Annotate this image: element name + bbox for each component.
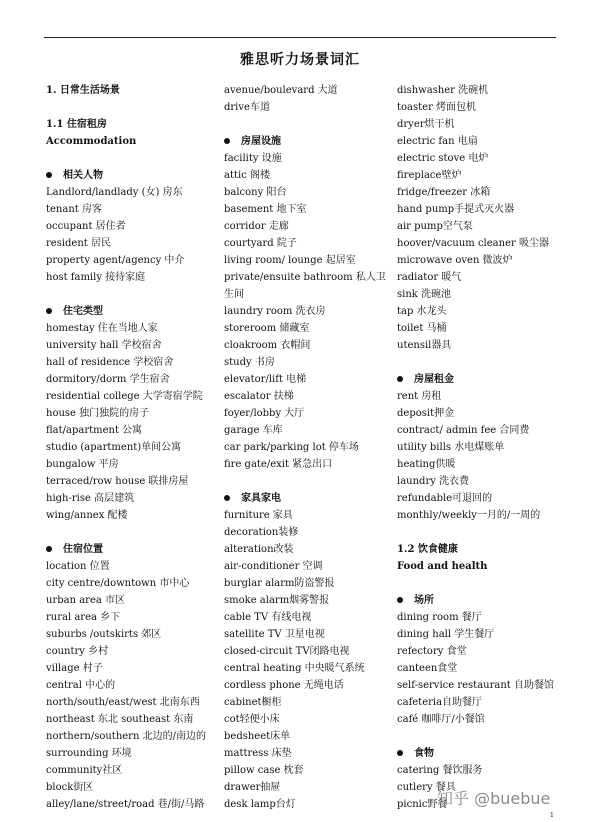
section-heading: 1.1 住宿租房: [46, 119, 107, 130]
bullet-icon: [224, 138, 230, 144]
vocab-entry: mattress 床垫: [224, 748, 292, 759]
vocab-entry: desk lamp台灯: [224, 799, 296, 810]
section-heading: 1. 日常生活场景: [46, 85, 120, 96]
subsection-label: 房屋设施: [241, 136, 281, 147]
vocab-entry: car park/parking lot 停车场: [224, 442, 359, 453]
spacer: [397, 575, 557, 592]
vocab-entry: elevator/lift 电梯: [224, 374, 307, 385]
vocab-entry: property agent/agency 中介: [46, 255, 185, 266]
subsection-heading: [46, 541, 218, 558]
vocab-entry: electric fan 电扇: [397, 136, 478, 147]
vocab-entry: Landlord/landlady (女) 房东: [46, 187, 183, 198]
vocab-entry: sink 洗碗池: [397, 289, 452, 300]
subsection-label: 食物: [414, 748, 434, 759]
column-1: [46, 82, 218, 813]
vocab-entry: community社区: [46, 765, 123, 776]
page-title: 雅思听力场景词汇: [240, 52, 360, 68]
spacer: [46, 524, 218, 541]
subsection-heading: [397, 745, 557, 762]
spacer: [46, 286, 218, 303]
column-2: [224, 82, 390, 813]
vocab-entry: university hall 学校宿舍: [46, 340, 162, 351]
vocab-entry: fridge/freezer 冰箱: [397, 187, 491, 198]
vocab-entry: avenue/boulevard 大道: [224, 85, 338, 96]
vocab-entry: cable TV 有线电视: [224, 612, 312, 623]
vocab-entry: northeast 东北 southeast 东南: [46, 714, 194, 725]
section-heading: 1.2 饮食健康: [397, 544, 458, 555]
bullet-icon: [46, 308, 52, 314]
vocab-entry: occupant 居住者: [46, 221, 126, 232]
vocab-entry: cabinet橱柜: [224, 697, 282, 708]
subsection-heading: [397, 371, 557, 388]
vocab-entry: burglar alarm防盗警报: [224, 578, 335, 589]
vocab-entry: alteration改装: [224, 544, 294, 555]
vocab-entry: courtyard 院子: [224, 238, 297, 249]
vocab-entry: surrounding 环境: [46, 748, 132, 759]
vocab-entry: rent 房租: [397, 391, 442, 402]
vocab-entry: canteen食堂: [397, 663, 458, 674]
vocab-entry: high-rise 高层建筑: [46, 493, 135, 504]
vocab-entry: fire gate/exit 紧急出口: [224, 459, 333, 470]
vocab-entry: dining hall 学生餐厅: [397, 629, 495, 640]
vocab-entry: escalator 扶梯: [224, 391, 294, 402]
vocab-entry: north/south/east/west 北南东西: [46, 697, 200, 708]
vocab-entry: homestay 住在当地人家: [46, 323, 158, 334]
vocab-entry: heating供暖: [397, 459, 456, 470]
vocab-entry: bedsheet床单: [224, 731, 291, 742]
spacer: [397, 524, 557, 541]
vocab-entry: deposit押金: [397, 408, 455, 419]
section-heading: Accommodation: [46, 136, 137, 147]
vocab-entry: cutlery 餐具: [397, 782, 456, 793]
vocab-entry: facility 设施: [224, 153, 282, 164]
vocab-entry: bungalow 平房: [46, 459, 119, 470]
vocab-entry: location 位置: [46, 561, 110, 572]
vocab-entry: host family 接待家庭: [46, 272, 146, 283]
vocab-entry: furniture 家具: [224, 510, 293, 521]
vocab-entry: refectory 食堂: [397, 646, 467, 657]
vocab-entry: wing/annex 配楼: [46, 510, 128, 521]
bullet-icon: [397, 376, 403, 382]
vocab-entry: cot轻便小床: [224, 714, 280, 725]
spacer: [397, 354, 557, 371]
vocab-entry: private/ensuite bathroom 私人卫生间: [224, 272, 386, 300]
spacer: [397, 728, 557, 745]
vocab-entry: pillow case 枕套: [224, 765, 304, 776]
vocab-entry: utensil器具: [397, 340, 452, 351]
vocab-entry: corridor 走廊: [224, 221, 289, 232]
subsection-label: 住宿位置: [63, 544, 103, 555]
vocab-entry: hand pump手提式灭火器: [397, 204, 515, 215]
vocab-entry: tap 水龙头: [397, 306, 447, 317]
subsection-label: 房屋租金: [414, 374, 454, 385]
vocab-entry: contract/ admin fee 合同费: [397, 425, 530, 436]
vocab-entry: garage 车库: [224, 425, 283, 436]
vocab-entry: alley/lane/street/road 巷/街/马路: [46, 799, 205, 810]
vocab-entry: cafeteria自助餐厅: [397, 697, 483, 708]
vocab-entry: balcony 阳台: [224, 187, 287, 198]
vocab-entry: suburbs /outskirts 郊区: [46, 629, 162, 640]
vocab-entry: hall of residence 学校宿舍: [46, 357, 174, 368]
vocab-entry: dryer烘干机: [397, 119, 455, 130]
watermark: 知乎 @buebue: [437, 789, 551, 808]
vocab-entry: catering 餐饮服务: [397, 765, 483, 776]
vocab-entry: study 书房: [224, 357, 275, 368]
vocab-entry: laundry room 洗衣房: [224, 306, 326, 317]
column-3: [397, 82, 557, 813]
vocab-entry: northern/southern 北边的/南边的: [46, 731, 206, 742]
vocab-entry: village 村子: [46, 663, 103, 674]
top-rule: [44, 37, 556, 38]
spacer: [224, 473, 390, 490]
vocab-entry: studio (apartment)单间公寓: [46, 442, 182, 453]
vocab-entry: rural area 乡下: [46, 612, 121, 623]
vocab-entry: microwave oven 微波炉: [397, 255, 513, 266]
vocab-entry: flat/apartment 公寓: [46, 425, 143, 436]
vocab-entry: drive车道: [224, 102, 270, 113]
vocab-entry: residential college 大学寄宿学院: [46, 391, 203, 402]
vocab-entry: air pump空气泵: [397, 221, 473, 232]
vocab-entry: toilet 马桶: [397, 323, 447, 334]
vocab-entry: fireplace壁炉: [397, 170, 462, 181]
vocab-entry: living room/ lounge 起居室: [224, 255, 356, 266]
subsection-heading: [224, 490, 390, 507]
vocab-entry: attic 阁楼: [224, 170, 270, 181]
vocab-entry: laundry 洗衣费: [397, 476, 470, 487]
subsection-heading: [46, 167, 218, 184]
bullet-icon: [46, 546, 52, 552]
vocab-entry: block街区: [46, 782, 94, 793]
vocab-entry: refundable可退回的: [397, 493, 493, 504]
vocab-entry: resident 居民: [46, 238, 111, 249]
bullet-icon: [224, 495, 230, 501]
subsection-label: 场所: [414, 595, 434, 606]
vocab-entry: city centre/downtown 市中心: [46, 578, 190, 589]
bullet-icon: [46, 172, 52, 178]
subsection-label: 住宅类型: [63, 306, 103, 317]
spacer: [46, 99, 218, 116]
bullet-icon: [397, 750, 403, 756]
vocab-entry: café 咖啡厅/小餐馆: [397, 714, 485, 725]
vocab-entry: cordless phone 无绳电话: [224, 680, 344, 691]
vocab-entry: radiator 暖气: [397, 272, 462, 283]
vocab-entry: country 乡村: [46, 646, 109, 657]
subsection-heading: [224, 133, 390, 150]
vocab-entry: foyer/lobby 大厅: [224, 408, 305, 419]
section-heading: Food and health: [397, 561, 488, 572]
vocab-entry: house 独门独院的房子: [46, 408, 150, 419]
vocab-entry: air-conditioner 空调: [224, 561, 323, 572]
vocab-entry: dormitory/dorm 学生宿舍: [46, 374, 170, 385]
vocab-entry: electric stove 电炉: [397, 153, 489, 164]
vocab-entry: picnic野餐: [397, 799, 448, 810]
subsection-heading: [397, 592, 557, 609]
vocab-entry: closed-circuit TV闭路电视: [224, 646, 350, 657]
vocab-entry: smoke alarm烟雾警报: [224, 595, 330, 606]
spacer: [224, 116, 390, 133]
page-number: 1: [550, 812, 554, 819]
vocab-entry: utility bills 水电煤账单: [397, 442, 505, 453]
vocab-entry: central 中心的: [46, 680, 116, 691]
vocab-entry: urban area 市区: [46, 595, 126, 606]
vocab-entry: cloakroom 衣帽间: [224, 340, 311, 351]
bullet-icon: [397, 597, 403, 603]
vocab-entry: central heating 中央暖气系统: [224, 663, 365, 674]
subsection-label: 家具家电: [241, 493, 281, 504]
vocab-entry: tenant 房客: [46, 204, 102, 215]
vocab-entry: self-service restaurant 自助餐馆: [397, 680, 554, 691]
vocab-entry: decoration装修: [224, 527, 299, 538]
vocab-entry: terraced/row house 联排房屋: [46, 476, 189, 487]
vocab-entry: toaster 烤面包机: [397, 102, 477, 113]
vocab-entry: drawer抽屉: [224, 782, 281, 793]
vocab-entry: dishwasher 洗碗机: [397, 85, 489, 96]
vocab-entry: basement 地下室: [224, 204, 307, 215]
spacer: [46, 150, 218, 167]
vocab-entry: storeroom 储藏室: [224, 323, 310, 334]
vocab-entry: dining room 餐厅: [397, 612, 482, 623]
vocab-entry: hoover/vacuum cleaner 吸尘器: [397, 238, 549, 249]
vocab-entry: satellite TV 卫星电视: [224, 629, 325, 640]
subsection-label: 相关人物: [63, 170, 103, 181]
vocab-entry: monthly/weekly一月的/一周的: [397, 510, 541, 521]
subsection-heading: [46, 303, 218, 320]
